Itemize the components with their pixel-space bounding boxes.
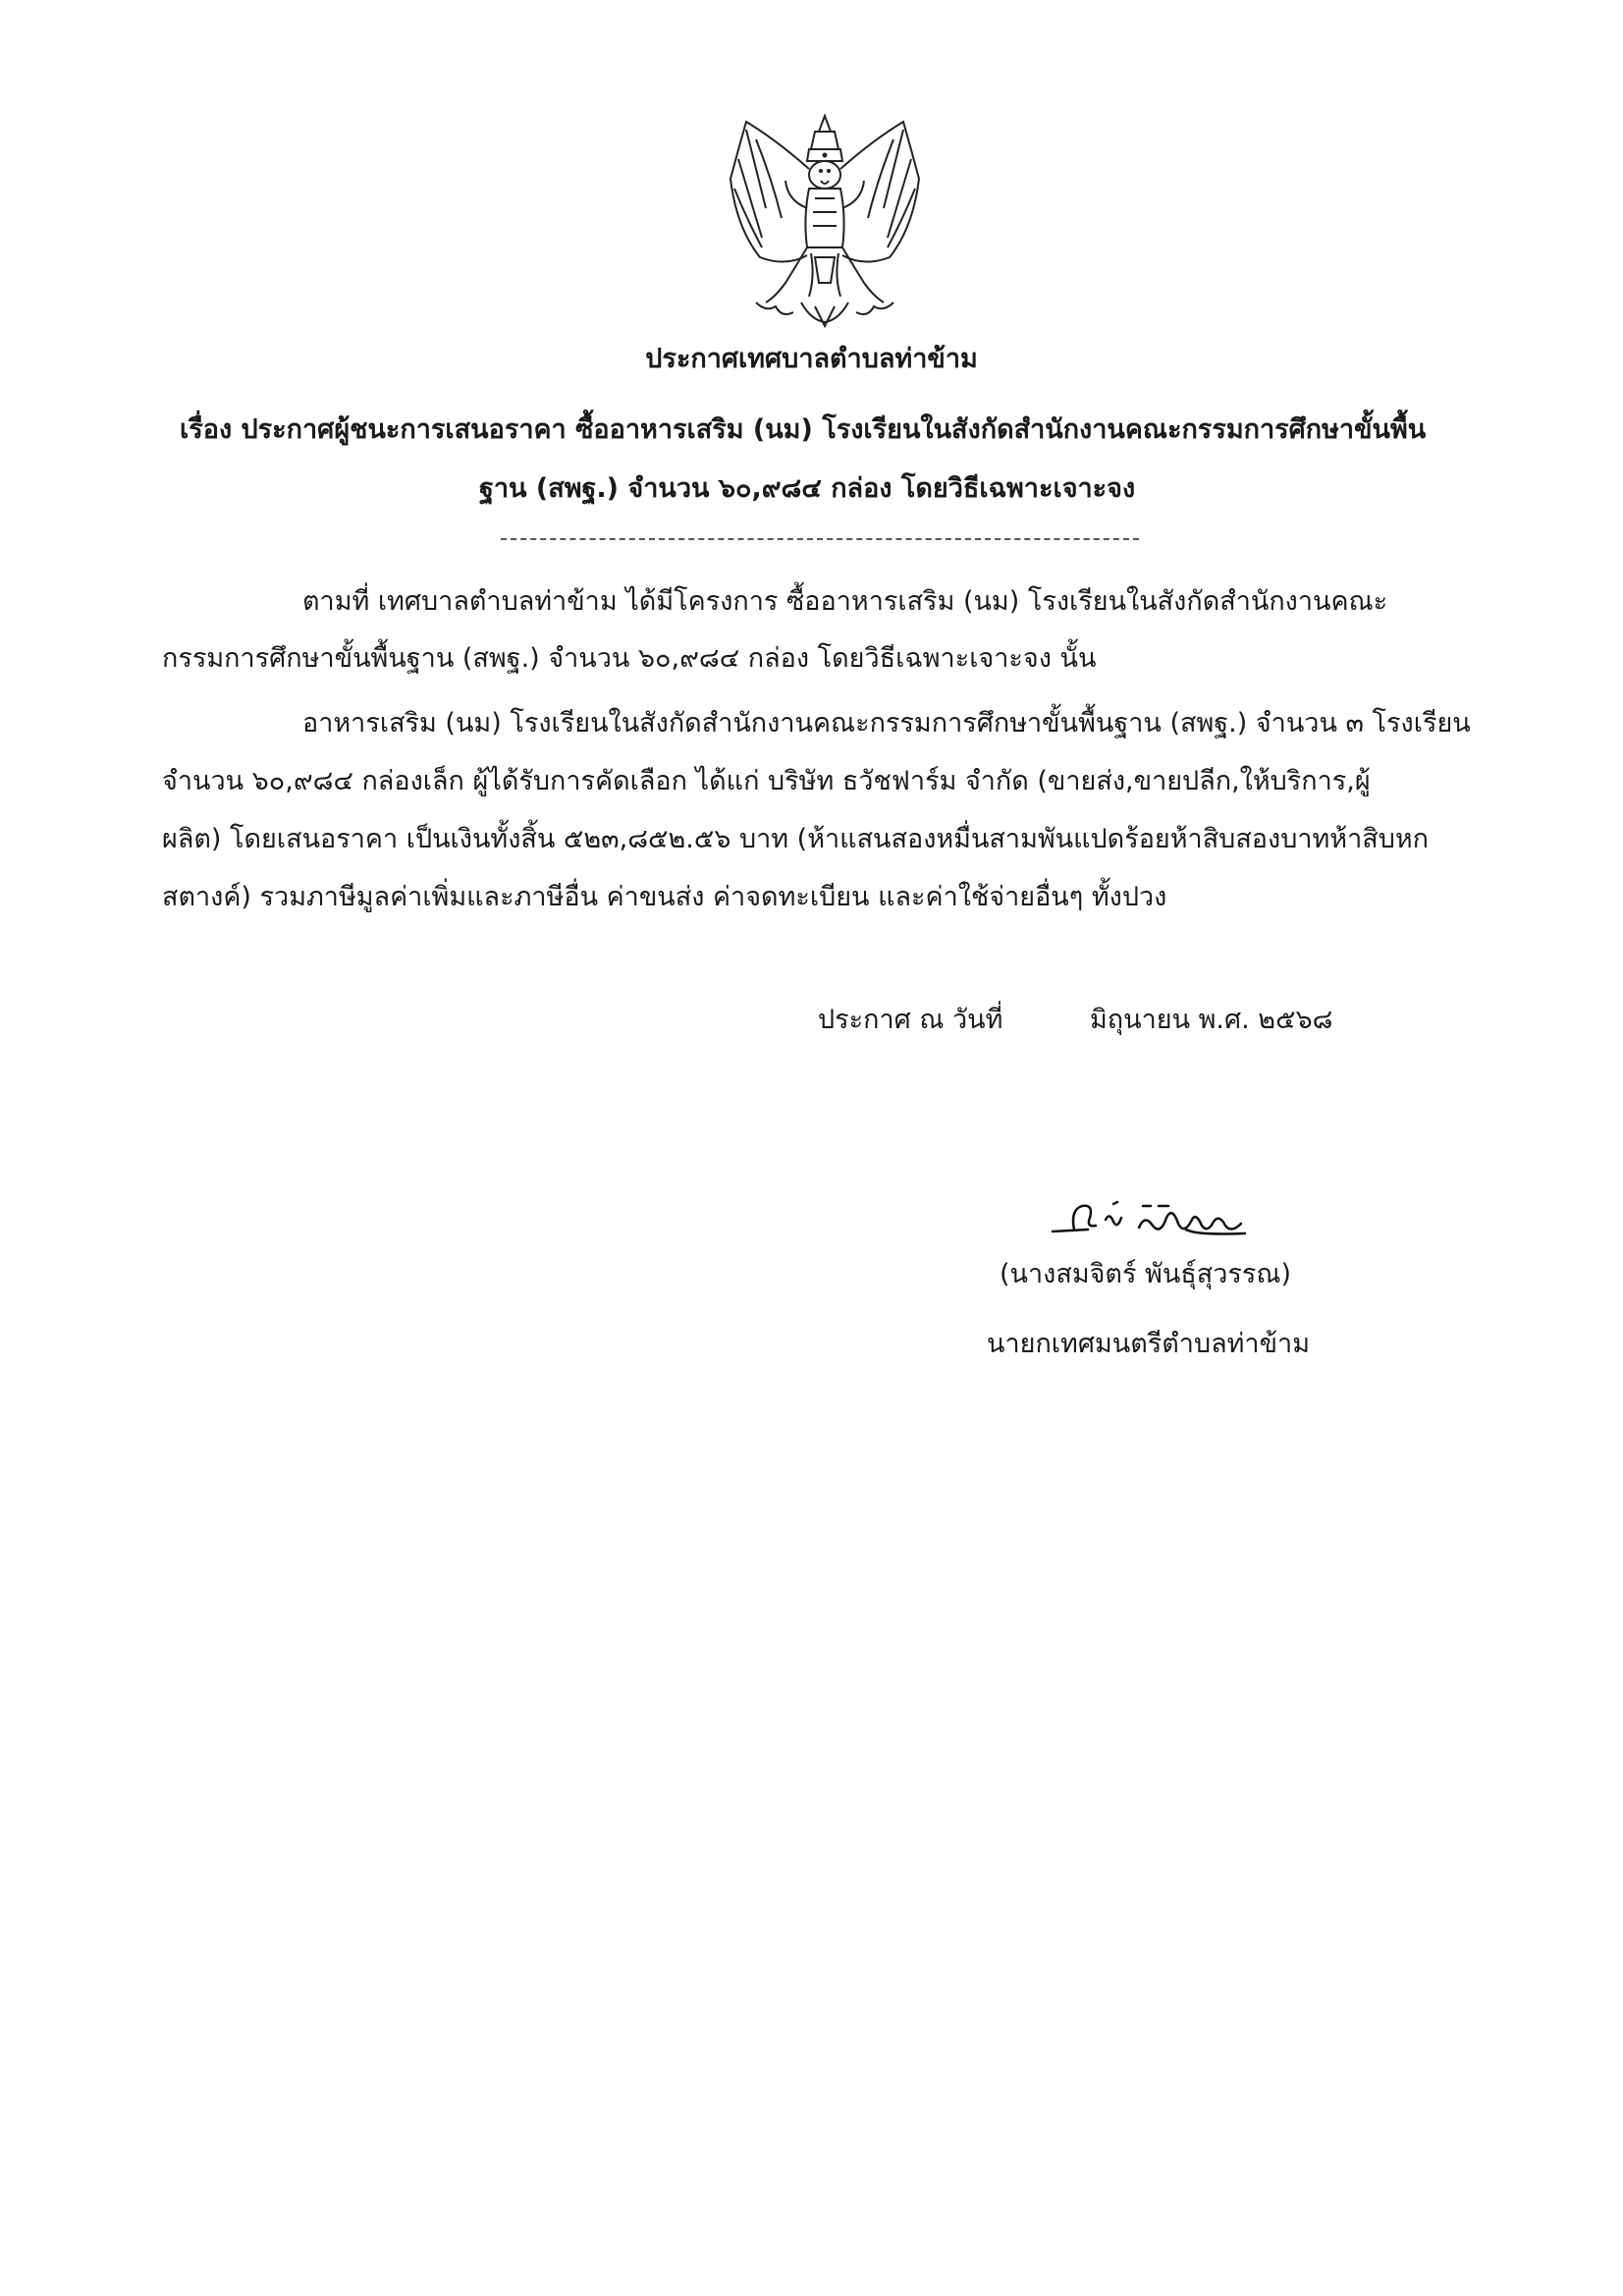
date-month-year: มิถุนายน พ.ศ. ๒๕๖๘ (1090, 1005, 1333, 1035)
signature-icon (1049, 1190, 1274, 1259)
paragraph1-line2: กรรมการศึกษาขั้นพื้นฐาน (สพฐ.) จำนวน ๖๐,๙๘๔ กล่อง โดยวิธีเฉพาะเจาะจง นั้น (162, 643, 1097, 674)
paragraph2-line3: ผลิต) โดยเสนอราคา เป็นเงินทั้งสิ้น ๕๒๓,๘๕๒.๕๖ บาท (ห้าแสนสองหมื่นสามพันแปดร้อยห้าสิบสองบาทห้าสิบหก (162, 824, 1430, 854)
garuda-emblem-icon (717, 110, 933, 331)
announcement-issuer: ประกาศเทศบาลตำบลท่าข้าม (645, 344, 978, 374)
paragraph2-line4: สตางค์) รวมภาษีมูลค่าเพิ่มและภาษีอื่น ค่าขนส่ง ค่าจดทะเบียน และค่าใช้จ่ายอื่นๆ ทั้งปวง (162, 882, 1167, 912)
header-divider (501, 538, 1139, 540)
paragraph2-line1: อาหารเสริม (นม) โรงเรียนในสังกัดสำนักงานคณะกรรมการศึกษาขั้นพื้นฐาน (สพฐ.) จำนวน ๓ โรงเรียน (302, 708, 1471, 738)
announcement-subject-line2: ฐาน (สพฐ.) จำนวน ๖๐,๙๘๔ กล่อง โดยวิธีเฉพาะเจาะจง (479, 473, 1136, 504)
paragraph1-line1: ตามที่ เทศบาลตำบลท่าข้าม ได้มีโครงการ ซื้ออาหารเสริม (นม) โรงเรียนในสังกัดสำนักงานคณะ (302, 586, 1388, 617)
announcement-subject-line1: เรื่อง ประกาศผู้ชนะการเสนอราคา ซื้ออาหารเสริม (นม) โรงเรียนในสังกัดสำนักงานคณะกรรมการศึกษาขั้นพื้น (180, 414, 1427, 445)
paragraph2-line2: จำนวน ๖๐,๙๘๔ กล่องเล็ก ผู้ได้รับการคัดเลือก ได้แก่ บริษัท ธวัชฟาร์ม จำกัด (ขายส่ง,ขายปลีก,ให้บริการ,ผู้ (162, 766, 1371, 796)
signatory-position: นายกเทศมนตรีตำบลท่าข้าม (987, 1329, 1310, 1359)
signatory-name: (นางสมจิตร์ พันธุ์สุวรรณ) (1000, 1259, 1292, 1289)
date-label: ประกาศ ณ วันที่ (818, 1005, 1003, 1035)
